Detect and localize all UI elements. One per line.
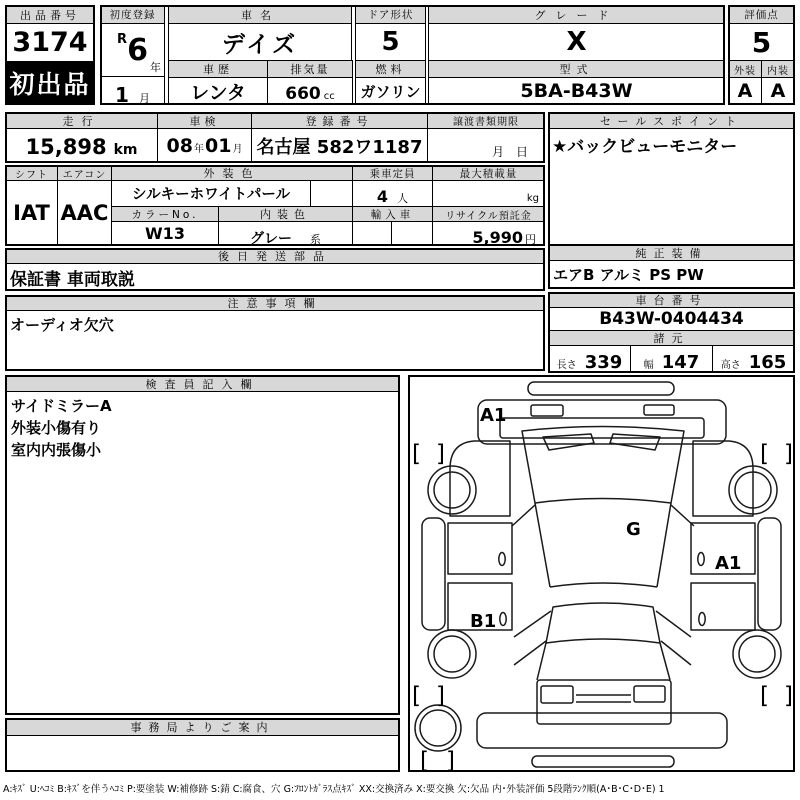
spec-length-value: 339 [584, 352, 623, 373]
inspection-cell [157, 128, 252, 163]
exterior-grade-value: A [728, 77, 762, 105]
aircon-value: AAC [57, 180, 112, 246]
grade-value: X [428, 23, 725, 61]
first-registration-month: 1 [115, 83, 129, 107]
lot-number-value: 3174 [5, 23, 95, 62]
first-listing-badge: 初出品 [5, 61, 95, 105]
wiper-right [610, 434, 660, 450]
car-damage-diagram [408, 375, 795, 772]
headlight-left [531, 405, 563, 416]
history-value: レンタ [168, 77, 268, 105]
rear-hatch [477, 713, 727, 748]
spec-width-label: 幅 [643, 360, 654, 371]
inspection-year-unit: 年 [194, 144, 204, 155]
car-name-value: デイズ [168, 23, 352, 61]
rear-bumper [532, 756, 674, 767]
bracket-open: [ [760, 441, 769, 467]
bracket-open: [ [412, 441, 421, 467]
rear-window [546, 603, 660, 643]
c-pillar-lines-left [514, 611, 551, 665]
office-notice-header: 事務局よりご案内 [5, 718, 400, 736]
capacity-unit: 人 [397, 192, 409, 205]
color-no-value: W13 [111, 221, 219, 246]
roof-rear-edge [550, 583, 657, 587]
door-handle-rear-right [699, 613, 705, 626]
damage-marker-b1-left: B1 [470, 611, 497, 632]
model-code-header: 型式 [428, 60, 725, 78]
history-header-label: 車歴 [203, 63, 233, 76]
interior-color-suffix: 系 [310, 233, 321, 246]
history-header [168, 60, 268, 78]
inspector-line: 室内内張傷小 [11, 440, 102, 459]
transfer-deadline-header: 譲渡書類期限 [427, 112, 545, 129]
mileage-cell [5, 128, 158, 163]
spec-height-value: 165 [748, 352, 787, 373]
equipment-value: エアB アルミ PS PW [548, 260, 795, 289]
year-unit: 年 [150, 61, 161, 74]
door-front-left [448, 523, 512, 574]
first-registration-year-cell [100, 23, 165, 77]
door-handle-front-right [698, 553, 704, 566]
displacement-value: 660 [285, 84, 321, 104]
capacity-value: 4 [376, 187, 389, 206]
exterior-grade-header: 外装 [728, 60, 762, 78]
office-notice-box [5, 735, 400, 772]
damage-marker-a1-front: A1 [480, 405, 507, 426]
capacity-cell [352, 180, 433, 207]
spec-length-cell [548, 345, 631, 373]
rear-pillars [537, 643, 670, 680]
wiper-left [543, 434, 594, 450]
sales-point-header: セールスポイント [548, 112, 795, 129]
inspector-header: 検査員記入欄 [5, 375, 400, 392]
recycle-deposit-header: リサイクル預託金 [432, 206, 545, 222]
shift-value: IAT [5, 180, 58, 246]
displacement-unit: cc [323, 91, 335, 102]
capacity-header: 乗車定員 [352, 165, 433, 181]
month-unit: 月 [138, 92, 150, 105]
spec-width-value: 147 [661, 352, 700, 373]
sill-left [422, 518, 445, 630]
import-cell-2 [391, 221, 433, 246]
interior-grade-header: 内装 [761, 60, 795, 78]
wheel-rear-left [428, 630, 476, 678]
recycle-deposit-value: 5,990 [472, 228, 523, 247]
bracket-close: ] [436, 441, 445, 467]
car-top-view [410, 377, 793, 770]
fuel-header: 燃料 [355, 60, 426, 78]
spec-height-cell [712, 345, 795, 373]
cowl-panel [500, 418, 704, 438]
taillight-left [541, 686, 573, 703]
door-shape-value: 5 [355, 23, 426, 61]
damage-marker-a1-right: A1 [715, 553, 742, 574]
inspection-month: 01 [205, 135, 232, 157]
score-value: 5 [728, 23, 795, 61]
interior-color-header: 内装色 [218, 206, 353, 222]
first-registration-year: 6 [127, 32, 148, 68]
sales-point-value: ★バックビューモニター [548, 128, 795, 245]
displacement-header: 排気量 [267, 60, 353, 78]
chassis-number-header: 車台番号 [548, 292, 795, 308]
shift-header: シフト [5, 165, 58, 181]
sill-right [758, 518, 781, 630]
max-load-cell: kg [432, 180, 545, 207]
bracket-open: [ [420, 748, 429, 770]
mileage-value: 15,898 [25, 135, 107, 159]
notes-value: オーディオ欠穴 [5, 310, 545, 371]
notes-header: 注意事項欄 [5, 295, 545, 311]
import-cell-1 [352, 221, 392, 246]
wheel-front-left [428, 466, 476, 514]
fender-front-left [450, 441, 510, 516]
aircon-header: エアコン [57, 165, 112, 181]
inspector-line: サイドミラーA [11, 397, 112, 415]
recycle-deposit-cell [432, 221, 545, 246]
bracket-close: ] [446, 748, 455, 770]
fuel-value: ガソリン [355, 77, 426, 105]
recycle-deposit-unit: 円 [525, 233, 536, 246]
inspector-notes [5, 391, 400, 715]
first-registration-month-cell [100, 76, 165, 105]
exterior-color-header: 外装色 [111, 165, 353, 181]
door-rear-right [691, 583, 755, 630]
wheel-rear-left-inner [434, 636, 470, 672]
bracket-close: ] [784, 683, 793, 709]
door-handle-rear-left [500, 613, 506, 626]
registration-number-value: 名古屋 582ワ1187 [251, 128, 428, 163]
bracket-close: ] [784, 441, 793, 467]
equipment-header: 純正装備 [548, 245, 795, 261]
wheel-front-left-inner [434, 472, 470, 508]
model-code-value: 5BA-B43W [428, 77, 725, 105]
spec-length-label: 長さ [556, 360, 577, 371]
wheel-rear-right [733, 630, 781, 678]
exterior-color-value: シルキーホワイトパール [111, 180, 311, 207]
interior-grade-value: A [761, 77, 795, 105]
displacement-cell [267, 77, 353, 105]
taillight-right [634, 686, 665, 702]
legend-footer: A:ｷｽﾞ U:ﾍｺﾐ B:ｷｽﾞを伴うﾍｺﾐ P:要塗装 W:補修跡 S:錆 C:腐食、穴 G:ﾌﾛﾝﾄｶﾞﾗｽ点ｷｽﾞ XX:交換済み X:要交換 欠:欠品 内･外装評価 5段階ﾗﾝｸ順(A･B･C･D･E) 1 [3, 784, 665, 795]
score-header: 評価点 [728, 5, 795, 24]
mileage-unit: km [113, 142, 138, 158]
spec-width-cell [630, 345, 713, 373]
later-parts-header: 後日発送部品 [5, 248, 545, 264]
door-shape-header: ドア形状 [355, 5, 426, 24]
mileage-header: 走行 [5, 112, 158, 129]
inspection-month-unit: 月 [232, 144, 243, 155]
damage-marker-g-glass: G [626, 519, 641, 540]
car-name-header: 車名 [168, 5, 352, 24]
specs-header: 諸元 [548, 330, 795, 346]
bracket-open: [ [412, 683, 421, 709]
roof-edge-right [657, 503, 671, 587]
door-handle-front-left [499, 553, 505, 566]
lot-number-header: 出品番号 [5, 5, 95, 24]
grade-header: グレード [428, 5, 725, 24]
front-bumper [528, 382, 674, 395]
interior-color-value: グレー [250, 231, 292, 247]
license-garnish [576, 695, 631, 702]
exterior-color-extra-cell [310, 180, 353, 207]
registration-number-header: 登録番号 [251, 112, 428, 129]
headlight-right [644, 405, 674, 415]
import-header: 輸入車 [352, 206, 433, 222]
bracket-close: ] [436, 683, 445, 709]
spare-tire [415, 705, 461, 751]
spare-tire-inner [420, 710, 456, 746]
inspector-line: 外装小傷有り [11, 418, 102, 437]
c-pillar-lines-right [656, 611, 691, 665]
inspection-year: 08 [166, 135, 193, 157]
transfer-deadline-value: 月 日 [427, 128, 545, 163]
interior-color-cell [218, 221, 353, 246]
bracket-open: [ [760, 683, 769, 709]
wheel-rear-right-inner [739, 636, 775, 672]
first-registration-header: 初度登録 [100, 5, 165, 24]
spec-height-label: 高さ [720, 360, 741, 371]
later-parts-value: 保証書 車両取説 [5, 263, 545, 291]
color-no-header: カラーNo. [111, 206, 219, 222]
roof-edge-left [535, 503, 550, 587]
chassis-number-value: B43W-0404434 [548, 307, 795, 331]
inspection-header: 車検 [157, 112, 252, 129]
era-letter: R [117, 32, 128, 47]
max-load-header: 最大積載量 [432, 165, 545, 181]
